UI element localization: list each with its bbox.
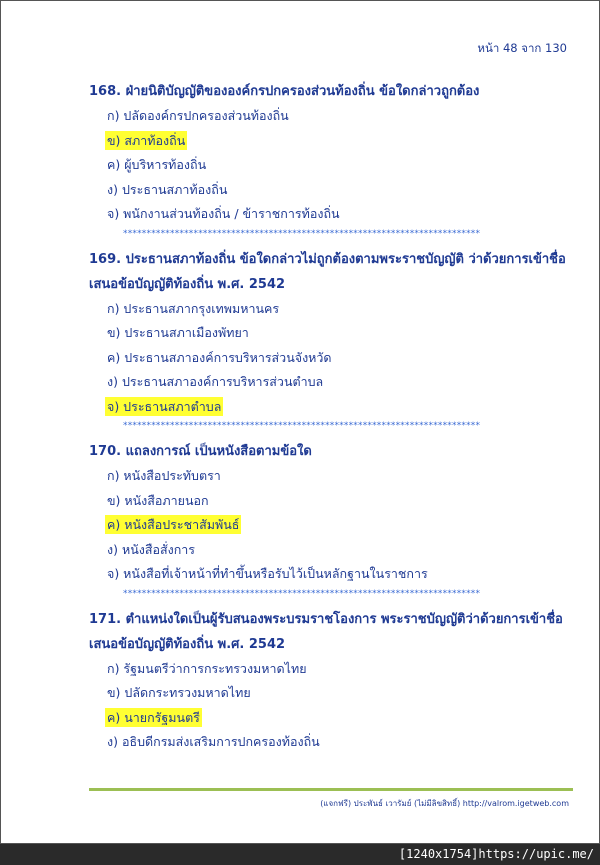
choice-label: ง) ประธานสภาท้องถิ่น [107, 181, 228, 197]
choice-item [89, 489, 575, 514]
choice-label-highlighted: ค) หนังสือประชาสัมพันธ์ [107, 517, 240, 532]
choice-label-highlighted: จ) ประธานสภาตำบล [107, 398, 222, 414]
choice-item [89, 538, 575, 563]
watermark-text: [1240x1754]https://upic.me/ [398, 847, 594, 861]
question-text: 171. ตำแหน่งใดเป็นผู้รับสนองพระบรมราชโองการ พระราชบัญญัติว่าด้วยการเข้าชื่อเสนอข้อบัญญัติท้องถิ่น พ.ศ. 2542 [89, 611, 563, 652]
question-text: 168. ฝ่ายนิติบัญญัติขององค์กรปกครองส่วนท้องถิ่น ข้อใดกล่าวถูกต้อง [89, 84, 480, 99]
choice-item [89, 346, 575, 371]
question-text: 170. แถลงการณ์ เป็นหนังสือตามข้อใด [89, 444, 312, 459]
choice-label: ง) หนังสือสั่งการ [107, 541, 196, 557]
choice-item [89, 681, 575, 706]
choice-item-answer [89, 513, 575, 538]
image-host-bar [0, 844, 600, 865]
choice-label: ข) ประธานสภาเมืองพัทยา [107, 325, 249, 340]
choice-list [89, 104, 575, 227]
question-block [89, 247, 575, 440]
choice-label: ง) อธิบดีกรมส่งเสริมการปกครองท้องถิ่น [107, 734, 320, 749]
choice-label: ก) หนังสือประทับตรา [107, 468, 221, 483]
page-number: หน้า 48 จาก 130 [477, 41, 567, 55]
choice-item [89, 370, 575, 395]
choice-label: จ) หนังสือที่เจ้าหน้าที่ทำขึ้นหรือรับไว้เป็นหลักฐานในราชการ [107, 566, 428, 581]
choice-label: จ) พนักงานส่วนท้องถิ่น / ข้าราชการท้องถิ่น [107, 206, 340, 221]
choice-item [89, 730, 575, 755]
choice-label-highlighted: ค) นายกรัฐมนตรี [107, 709, 200, 725]
choice-item-answer [89, 706, 575, 731]
choice-item [89, 562, 575, 587]
question-text: 169. ประธานสภาท้องถิ่น ข้อใดกล่าวไม่ถูกต้องตามพระราชบัญญัติ ว่าด้วยการเข้าชื่อเสนอข้อบัญญัติท้องถิ่น พ.ศ. 2542 [89, 251, 566, 292]
separator-line: **************************************************************************** [123, 588, 481, 599]
choice-list [89, 297, 575, 420]
choice-label: ก) ประธานสภากรุงเทพมหานคร [107, 300, 280, 316]
question-block [89, 607, 575, 755]
choice-item [89, 104, 575, 129]
question-block [89, 79, 575, 247]
choice-item [89, 178, 575, 203]
choice-label: ก) ปลัดองค์กรปกครองส่วนท้องถิ่น [107, 108, 289, 123]
footer-rule [89, 788, 573, 791]
choice-item [89, 297, 575, 322]
choice-item [89, 202, 575, 227]
footer-credit: (แจกฟรี) ประพันธ์ เวารัมย์ (ไม่มีลิขสิทธิ์) http://valrom.igetweb.com [320, 799, 569, 808]
choice-list [89, 657, 575, 755]
choice-item [89, 321, 575, 346]
separator-line: **************************************************************************** [123, 228, 481, 239]
question-list [89, 79, 575, 755]
choice-item [89, 464, 575, 489]
question-block [89, 439, 575, 607]
choice-item [89, 153, 575, 178]
choice-label-highlighted: ข) สภาท้องถิ่น [107, 132, 186, 148]
choice-label: ง) ประธานสภาองค์การบริหารส่วนตำบล [107, 374, 324, 389]
choice-item-answer [89, 129, 575, 154]
separator-line: **************************************************************************** [123, 421, 481, 431]
choice-label: ก) รัฐมนตรีว่าการกระทรวงมหาดไทย [107, 660, 307, 676]
choice-item [89, 657, 575, 682]
choice-list [89, 464, 575, 587]
choice-label: ข) ปลัดกระทรวงมหาดไทย [107, 685, 251, 700]
choice-label: ข) หนังสือภายนอก [107, 492, 209, 508]
choice-item-answer [89, 395, 575, 420]
choice-label: ค) ประธานสภาองค์การบริหารส่วนจังหวัด [107, 349, 332, 365]
choice-label: ค) ผู้บริหารท้องถิ่น [107, 157, 207, 172]
